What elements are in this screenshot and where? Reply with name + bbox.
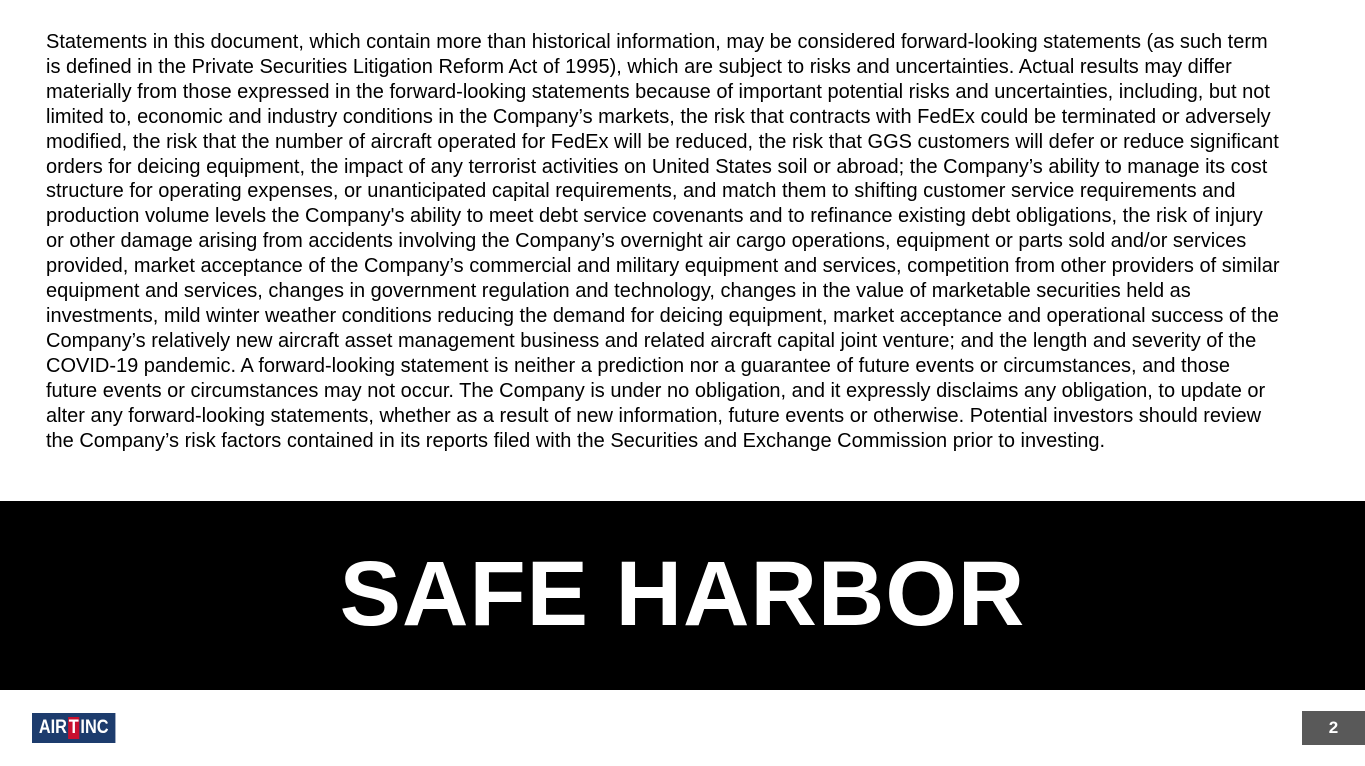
logo-suffix: INC [80,717,109,738]
disclaimer-text: Statements in this document, which contain more than historical information, may be considered forward-looking statements (as such term is defined in the Private Securities Litigation Reform Act of 1995), which are subject to risks and uncertainties. Actual results may differ materially from those expressed in the forward-looking statements because of important potential risks and uncertainties, including, but not limited to, economic and industry conditions in the Company’s markets, the risk that contracts with FedEx could be terminated or adversely modified, the risk that the number of aircraft operated for FedEx will be reduced, the risk that GGS customers will defer or reduce significant orders for deicing equipment, the impact of any terrorist activities on United States soil or abroad; the Company’s ability to manage its cost structure for operating expenses, or unanticipated capital requirements, and match them to shifting customer service requirements and production volume levels the Company's ability to meet debt service covenants and to refinance existing debt obligations, the risk of injury or other damage arising from accidents involving the Company’s overnight air cargo operations, equipment or parts sold and/or services provided, market acceptance of the Company’s commercial and military equipment and services, competition from other providers of similar equipment and services, changes in government regulation and technology, changes in the value of marketable securities held as investments, mild winter weather conditions reducing the demand for deicing equipment, market acceptance and operational success of the Company’s relatively new aircraft asset management business and related aircraft capital joint venture; and the length and severity of the COVID-19 pandemic. A forward-looking statement is neither a prediction nor a guarantee of future events or circumstances, and those future events or circumstances may not occur. The Company is under no obligation, and it expressly disclaims any obligation, to update or alter any forward-looking statements, whether as a result of new information, future events or otherwise. Potential investors should review the Company’s risk factors contained in its reports filed with the Securities and Exchange Commission prior to investing. [46,31,1280,452]
page-number: 2 [1302,711,1365,745]
logo-prefix: AIR [38,717,67,738]
logo-highlight: T [68,717,79,738]
title-banner [0,501,1365,690]
slide-title: SAFE HARBOR [339,542,1026,645]
company-logo [32,713,115,743]
